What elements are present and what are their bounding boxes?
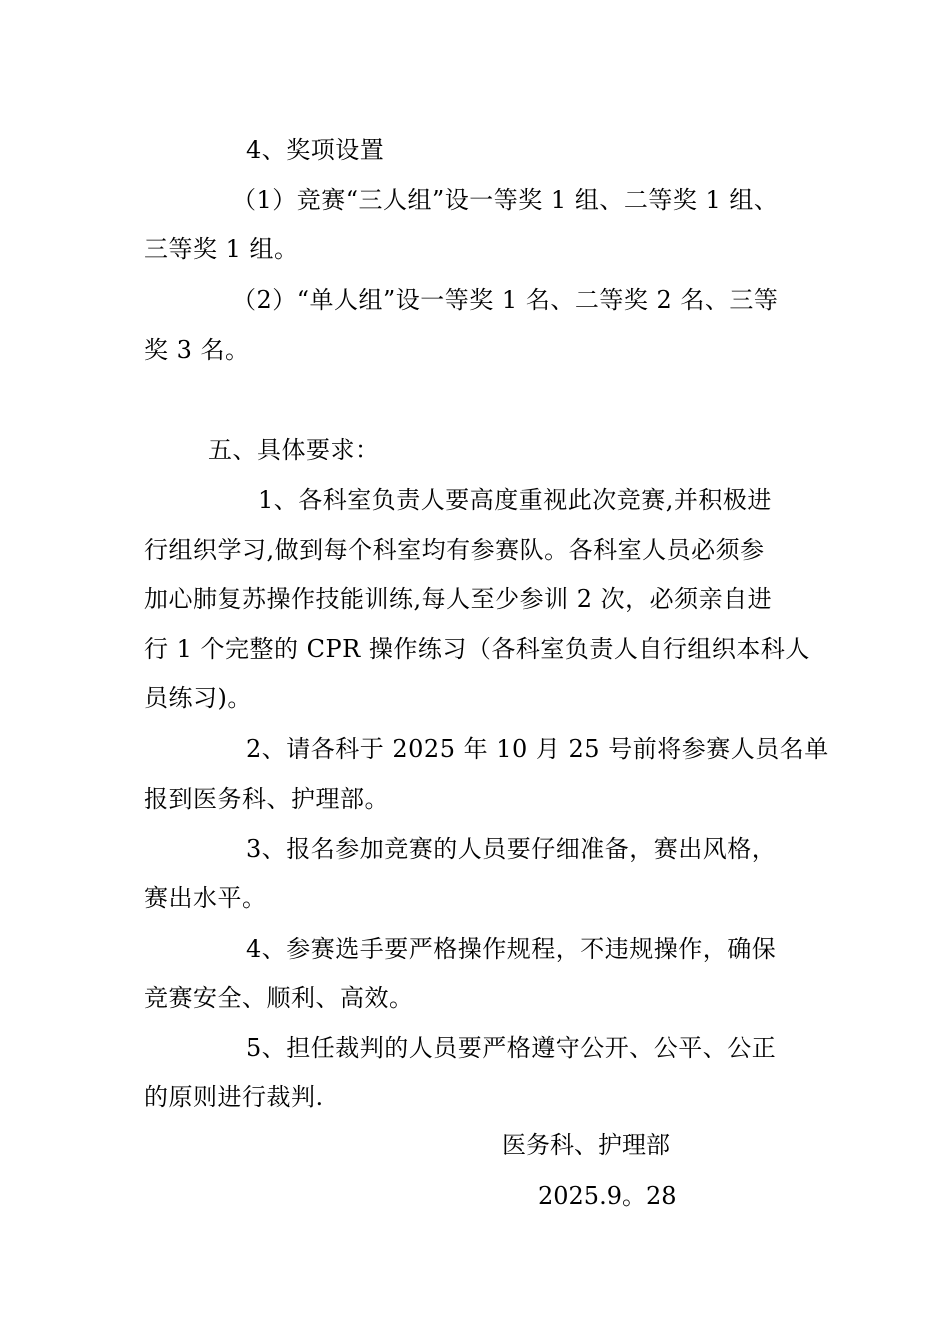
req3-line1: 3、报名参加竞赛的人员要仔细准备，赛出风格，	[246, 835, 777, 863]
section4-item2-line1: （2）“单人组”设一等奖 1 名、二等奖 2 名、三等	[232, 286, 779, 314]
req2-line1: 2、请各科于 2025 年 10 月 25 号前将参赛人员名单	[246, 735, 829, 763]
section4-heading: 4、奖项设置	[246, 136, 385, 164]
req4-line1: 4、参赛选手要严格操作规程，不违规操作，确保	[246, 935, 777, 963]
req5-line2: 的原则进行裁判.	[144, 1083, 324, 1111]
req4-line2: 竞赛安全、顺利、高效。	[144, 984, 414, 1012]
req2-line2: 报到医务科、护理部。	[144, 785, 389, 813]
signature-department: 医务科、护理部	[502, 1131, 670, 1159]
section5-heading: 五、具体要求：	[208, 436, 380, 464]
signature-date: 2025.9。28	[538, 1182, 677, 1210]
req1-line3: 加心肺复苏操作技能训练,每人至少参训 2 次，必须亲自进	[144, 585, 773, 613]
req1-line2: 行组织学习,做到每个科室均有参赛队。各科室人员必须参	[144, 536, 765, 564]
req5-line1: 5、担任裁判的人员要严格遵守公开、公平、公正	[246, 1034, 777, 1062]
req1-line5: 员练习)。	[144, 684, 252, 712]
req1-line1: 1、各科室负责人要高度重视此次竞赛,并积极进	[258, 486, 772, 514]
req3-line2: 赛出水平。	[144, 884, 267, 912]
section4-item1-line2: 三等奖 1 组。	[144, 235, 299, 263]
req1-line4: 行 1 个完整的 CPR 操作练习（各科室负责人自行组织本科人	[144, 635, 810, 663]
section4-item1-line1: （1）竞赛“三人组”设一等奖 1 组、二等奖 1 组、	[232, 186, 779, 214]
section4-item2-line2: 奖 3 名。	[144, 336, 250, 364]
